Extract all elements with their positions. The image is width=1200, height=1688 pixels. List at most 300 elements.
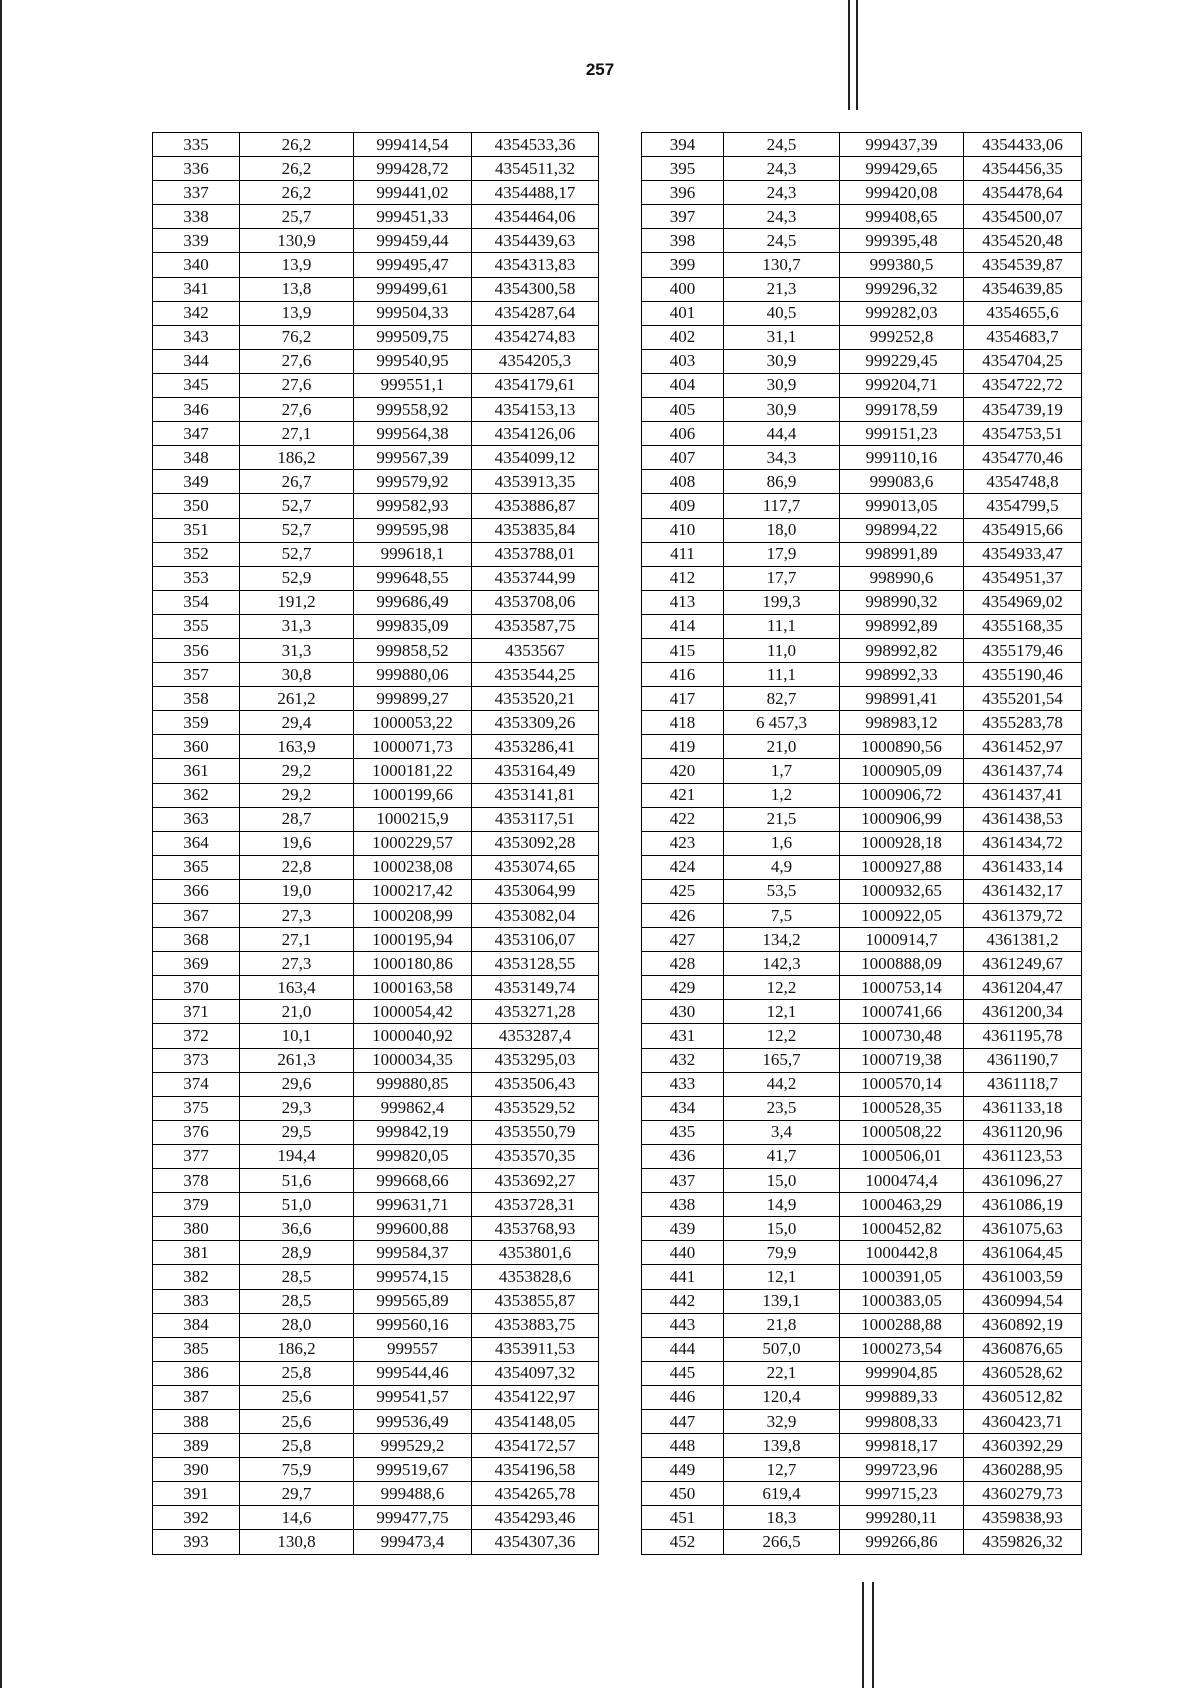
- table-row: [153, 1048, 599, 1072]
- distance-cell: 266,5: [724, 1530, 840, 1554]
- distance-cell: 27,6: [240, 373, 354, 397]
- distance-cell: 27,6: [240, 398, 354, 422]
- x-coordinate-cell: 1000273,54: [840, 1337, 964, 1361]
- distance-cell: 25,6: [240, 1385, 354, 1409]
- distance-cell: 507,0: [724, 1337, 840, 1361]
- distance-cell: 31,3: [240, 638, 354, 662]
- distance-cell: 1,6: [724, 831, 840, 855]
- x-coordinate-cell: 1000719,38: [840, 1048, 964, 1072]
- y-coordinate-cell: 4354539,87: [964, 253, 1082, 277]
- y-coordinate-cell: 4355190,46: [964, 663, 1082, 687]
- x-coordinate-cell: 999880,85: [354, 1072, 472, 1096]
- y-coordinate-cell: 4359826,32: [964, 1530, 1082, 1554]
- y-coordinate-cell: 4353141,81: [472, 783, 599, 807]
- y-coordinate-cell: 4353520,21: [472, 687, 599, 711]
- x-coordinate-cell: 999451,33: [354, 205, 472, 229]
- table-row: [153, 157, 599, 181]
- x-coordinate-cell: 999648,55: [354, 566, 472, 590]
- table-row: [642, 229, 1082, 253]
- table-row: [153, 614, 599, 638]
- x-coordinate-cell: 999488,6: [354, 1482, 472, 1506]
- y-coordinate-cell: 4353886,87: [472, 494, 599, 518]
- point-number-cell: 364: [153, 831, 240, 855]
- point-number-cell: 447: [642, 1409, 724, 1433]
- point-number-cell: 355: [153, 614, 240, 638]
- table-row: [642, 1144, 1082, 1168]
- distance-cell: 261,2: [240, 687, 354, 711]
- distance-cell: 130,8: [240, 1530, 354, 1554]
- distance-cell: 17,9: [724, 542, 840, 566]
- y-coordinate-cell: 4354500,07: [964, 205, 1082, 229]
- x-coordinate-cell: 999151,23: [840, 422, 964, 446]
- x-coordinate-cell: 999296,32: [840, 277, 964, 301]
- y-coordinate-cell: 4353708,06: [472, 590, 599, 614]
- distance-cell: 28,5: [240, 1289, 354, 1313]
- distance-cell: 19,6: [240, 831, 354, 855]
- point-number-cell: 422: [642, 807, 724, 831]
- x-coordinate-cell: 998992,89: [840, 614, 964, 638]
- x-coordinate-cell: 1000071,73: [354, 735, 472, 759]
- table-row: [153, 831, 599, 855]
- x-coordinate-cell: 999473,4: [354, 1530, 472, 1554]
- point-number-cell: 428: [642, 952, 724, 976]
- distance-cell: 13,9: [240, 301, 354, 325]
- table-row: [153, 1530, 599, 1554]
- distance-cell: 29,2: [240, 759, 354, 783]
- distance-cell: 86,9: [724, 470, 840, 494]
- table-row: [642, 759, 1082, 783]
- table-row: [153, 470, 599, 494]
- distance-cell: 29,3: [240, 1096, 354, 1120]
- table-row: [153, 181, 599, 205]
- x-coordinate-cell: 999459,44: [354, 229, 472, 253]
- point-number-cell: 432: [642, 1048, 724, 1072]
- distance-cell: 261,3: [240, 1048, 354, 1072]
- distance-cell: 12,2: [724, 1024, 840, 1048]
- table-row: [153, 1313, 599, 1337]
- y-coordinate-cell: 4353544,25: [472, 663, 599, 687]
- x-coordinate-cell: 999560,16: [354, 1313, 472, 1337]
- x-coordinate-cell: 1000229,57: [354, 831, 472, 855]
- table-row: [153, 566, 599, 590]
- table-row: [153, 1096, 599, 1120]
- y-coordinate-cell: 4354799,5: [964, 494, 1082, 518]
- distance-cell: 21,5: [724, 807, 840, 831]
- y-coordinate-cell: 4354722,72: [964, 373, 1082, 397]
- y-coordinate-cell: 4361434,72: [964, 831, 1082, 855]
- table-row: [642, 1409, 1082, 1433]
- point-number-cell: 348: [153, 446, 240, 470]
- x-coordinate-cell: 999889,33: [840, 1385, 964, 1409]
- point-number-cell: 398: [642, 229, 724, 253]
- x-coordinate-cell: 1000927,88: [840, 855, 964, 879]
- table-row: [642, 1193, 1082, 1217]
- x-coordinate-cell: 999862,4: [354, 1096, 472, 1120]
- x-coordinate-cell: 999280,11: [840, 1506, 964, 1530]
- point-number-cell: 393: [153, 1530, 240, 1554]
- table-row: [642, 807, 1082, 831]
- point-number-cell: 441: [642, 1265, 724, 1289]
- y-coordinate-cell: 4354478,64: [964, 181, 1082, 205]
- point-number-cell: 400: [642, 277, 724, 301]
- table-row: [642, 1361, 1082, 1385]
- point-number-cell: 337: [153, 181, 240, 205]
- distance-cell: 19,0: [240, 879, 354, 903]
- y-coordinate-cell: 4361437,74: [964, 759, 1082, 783]
- distance-cell: 18,0: [724, 518, 840, 542]
- x-coordinate-cell: 1000753,14: [840, 976, 964, 1000]
- point-number-cell: 382: [153, 1265, 240, 1289]
- point-number-cell: 392: [153, 1506, 240, 1530]
- x-coordinate-cell: 999835,09: [354, 614, 472, 638]
- point-number-cell: 386: [153, 1361, 240, 1385]
- table-row: [153, 759, 599, 783]
- y-coordinate-cell: 4353788,01: [472, 542, 599, 566]
- point-number-cell: 389: [153, 1434, 240, 1458]
- table-row: [153, 855, 599, 879]
- table-row: [153, 735, 599, 759]
- x-coordinate-cell: 999540,95: [354, 349, 472, 373]
- distance-cell: 7,5: [724, 904, 840, 928]
- y-coordinate-cell: 4353567: [472, 638, 599, 662]
- y-coordinate-cell: 4361437,41: [964, 783, 1082, 807]
- point-number-cell: 446: [642, 1385, 724, 1409]
- scan-edge-line: [872, 1582, 874, 1688]
- table-row: [153, 301, 599, 325]
- table-row: [642, 879, 1082, 903]
- x-coordinate-cell: 999083,6: [840, 470, 964, 494]
- point-number-cell: 403: [642, 349, 724, 373]
- x-coordinate-cell: 1000528,35: [840, 1096, 964, 1120]
- distance-cell: 51,0: [240, 1193, 354, 1217]
- point-number-cell: 451: [642, 1506, 724, 1530]
- x-coordinate-cell: 999519,67: [354, 1458, 472, 1482]
- distance-cell: 3,4: [724, 1120, 840, 1144]
- point-number-cell: 443: [642, 1313, 724, 1337]
- y-coordinate-cell: 4353309,26: [472, 711, 599, 735]
- distance-cell: 21,8: [724, 1313, 840, 1337]
- x-coordinate-cell: 1000208,99: [354, 904, 472, 928]
- table-row: [642, 566, 1082, 590]
- point-number-cell: 416: [642, 663, 724, 687]
- point-number-cell: 413: [642, 590, 724, 614]
- y-coordinate-cell: 4361064,45: [964, 1241, 1082, 1265]
- table-row: [642, 518, 1082, 542]
- y-coordinate-cell: 4354520,48: [964, 229, 1082, 253]
- distance-cell: 29,6: [240, 1072, 354, 1096]
- distance-cell: 142,3: [724, 952, 840, 976]
- distance-cell: 191,2: [240, 590, 354, 614]
- distance-cell: 30,9: [724, 398, 840, 422]
- table-row: [153, 1120, 599, 1144]
- point-number-cell: 357: [153, 663, 240, 687]
- point-number-cell: 445: [642, 1361, 724, 1385]
- distance-cell: 13,8: [240, 277, 354, 301]
- x-coordinate-cell: 999567,39: [354, 446, 472, 470]
- table-row: [153, 952, 599, 976]
- distance-cell: 24,5: [724, 229, 840, 253]
- table-row: [642, 1337, 1082, 1361]
- distance-cell: 30,9: [724, 349, 840, 373]
- x-coordinate-cell: 998992,33: [840, 663, 964, 687]
- distance-cell: 18,3: [724, 1506, 840, 1530]
- x-coordinate-cell: 999110,16: [840, 446, 964, 470]
- distance-cell: 186,2: [240, 1337, 354, 1361]
- point-number-cell: 448: [642, 1434, 724, 1458]
- distance-cell: 29,5: [240, 1120, 354, 1144]
- distance-cell: 24,5: [724, 133, 840, 157]
- point-number-cell: 362: [153, 783, 240, 807]
- scan-edge-line: [0, 0, 2, 1688]
- y-coordinate-cell: 4355201,54: [964, 687, 1082, 711]
- point-number-cell: 380: [153, 1217, 240, 1241]
- table-row: [153, 1024, 599, 1048]
- table-row: [642, 638, 1082, 662]
- y-coordinate-cell: 4360892,19: [964, 1313, 1082, 1337]
- y-coordinate-cell: 4361379,72: [964, 904, 1082, 928]
- distance-cell: 10,1: [240, 1024, 354, 1048]
- y-coordinate-cell: 4354770,46: [964, 446, 1082, 470]
- x-coordinate-cell: 999414,54: [354, 133, 472, 157]
- point-number-cell: 377: [153, 1144, 240, 1168]
- y-coordinate-cell: 4354748,8: [964, 470, 1082, 494]
- y-coordinate-cell: 4354639,85: [964, 277, 1082, 301]
- point-number-cell: 342: [153, 301, 240, 325]
- x-coordinate-cell: 998991,89: [840, 542, 964, 566]
- x-coordinate-cell: 999715,23: [840, 1482, 964, 1506]
- x-coordinate-cell: 999551,1: [354, 373, 472, 397]
- y-coordinate-cell: 4353128,55: [472, 952, 599, 976]
- x-coordinate-cell: 1000215,9: [354, 807, 472, 831]
- table-row: [642, 253, 1082, 277]
- table-row: [153, 904, 599, 928]
- table-row: [153, 1385, 599, 1409]
- x-coordinate-cell: 999686,49: [354, 590, 472, 614]
- y-coordinate-cell: 4361204,47: [964, 976, 1082, 1000]
- point-number-cell: 339: [153, 229, 240, 253]
- x-coordinate-cell: 1000195,94: [354, 928, 472, 952]
- point-number-cell: 444: [642, 1337, 724, 1361]
- x-coordinate-cell: 999899,27: [354, 687, 472, 711]
- table-row: [642, 904, 1082, 928]
- table-row: [153, 783, 599, 807]
- table-row: [153, 133, 599, 157]
- x-coordinate-cell: 1000163,58: [354, 976, 472, 1000]
- distance-cell: 163,9: [240, 735, 354, 759]
- distance-cell: 82,7: [724, 687, 840, 711]
- y-coordinate-cell: 4359838,93: [964, 1506, 1082, 1530]
- point-number-cell: 365: [153, 855, 240, 879]
- table-row: [153, 1361, 599, 1385]
- y-coordinate-cell: 4353768,93: [472, 1217, 599, 1241]
- y-coordinate-cell: 4354533,36: [472, 133, 599, 157]
- distance-cell: 117,7: [724, 494, 840, 518]
- y-coordinate-cell: 4361452,97: [964, 735, 1082, 759]
- point-number-cell: 419: [642, 735, 724, 759]
- point-number-cell: 353: [153, 566, 240, 590]
- x-coordinate-cell: 999808,33: [840, 1409, 964, 1433]
- table-row: [642, 1241, 1082, 1265]
- y-coordinate-cell: 4354439,63: [472, 229, 599, 253]
- y-coordinate-cell: 4355283,78: [964, 711, 1082, 735]
- y-coordinate-cell: 4361075,63: [964, 1217, 1082, 1241]
- table-row: [642, 446, 1082, 470]
- y-coordinate-cell: 4361003,59: [964, 1265, 1082, 1289]
- table-row: [153, 879, 599, 903]
- table-row: [642, 663, 1082, 687]
- y-coordinate-cell: 4353074,65: [472, 855, 599, 879]
- distance-cell: 26,2: [240, 133, 354, 157]
- y-coordinate-cell: 4354951,37: [964, 566, 1082, 590]
- y-coordinate-cell: 4361249,67: [964, 952, 1082, 976]
- y-coordinate-cell: 4353286,41: [472, 735, 599, 759]
- distance-cell: 21,0: [724, 735, 840, 759]
- point-number-cell: 434: [642, 1096, 724, 1120]
- x-coordinate-cell: 1000730,48: [840, 1024, 964, 1048]
- x-coordinate-cell: 999429,65: [840, 157, 964, 181]
- y-coordinate-cell: 4354172,57: [472, 1434, 599, 1458]
- table-row: [642, 1530, 1082, 1554]
- x-coordinate-cell: 1000034,35: [354, 1048, 472, 1072]
- x-coordinate-cell: 999842,19: [354, 1120, 472, 1144]
- point-number-cell: 450: [642, 1482, 724, 1506]
- table-row: [642, 301, 1082, 325]
- distance-cell: 11,1: [724, 614, 840, 638]
- x-coordinate-cell: 1000040,92: [354, 1024, 472, 1048]
- x-coordinate-cell: 999579,92: [354, 470, 472, 494]
- point-number-cell: 350: [153, 494, 240, 518]
- table-row: [153, 638, 599, 662]
- distance-cell: 28,5: [240, 1265, 354, 1289]
- y-coordinate-cell: 4354704,25: [964, 349, 1082, 373]
- x-coordinate-cell: 999631,71: [354, 1193, 472, 1217]
- x-coordinate-cell: 1000383,05: [840, 1289, 964, 1313]
- distance-cell: 6 457,3: [724, 711, 840, 735]
- point-number-cell: 431: [642, 1024, 724, 1048]
- y-coordinate-cell: 4353106,07: [472, 928, 599, 952]
- point-number-cell: 426: [642, 904, 724, 928]
- distance-cell: 27,6: [240, 349, 354, 373]
- x-coordinate-cell: 999536,49: [354, 1409, 472, 1433]
- table-row: [153, 1409, 599, 1433]
- x-coordinate-cell: 999558,92: [354, 398, 472, 422]
- x-coordinate-cell: 1000288,88: [840, 1313, 964, 1337]
- table-row: [642, 614, 1082, 638]
- distance-cell: 199,3: [724, 590, 840, 614]
- distance-cell: 51,6: [240, 1169, 354, 1193]
- table-row: [153, 446, 599, 470]
- x-coordinate-cell: 1000905,09: [840, 759, 964, 783]
- point-number-cell: 424: [642, 855, 724, 879]
- table-row: [642, 542, 1082, 566]
- y-coordinate-cell: 4360876,65: [964, 1337, 1082, 1361]
- point-number-cell: 344: [153, 349, 240, 373]
- distance-cell: 12,7: [724, 1458, 840, 1482]
- point-number-cell: 438: [642, 1193, 724, 1217]
- y-coordinate-cell: 4353271,28: [472, 1000, 599, 1024]
- y-coordinate-cell: 4354683,7: [964, 325, 1082, 349]
- table-row: [642, 928, 1082, 952]
- x-coordinate-cell: 1000888,09: [840, 952, 964, 976]
- table-row: [642, 157, 1082, 181]
- point-number-cell: 408: [642, 470, 724, 494]
- y-coordinate-cell: 4354433,06: [964, 133, 1082, 157]
- table-row: [153, 277, 599, 301]
- distance-cell: 36,6: [240, 1217, 354, 1241]
- table-row: [642, 976, 1082, 1000]
- y-coordinate-cell: 4361133,18: [964, 1096, 1082, 1120]
- x-coordinate-cell: 999880,06: [354, 663, 472, 687]
- distance-cell: 24,3: [724, 181, 840, 205]
- point-number-cell: 430: [642, 1000, 724, 1024]
- distance-cell: 120,4: [724, 1385, 840, 1409]
- x-coordinate-cell: 999529,2: [354, 1434, 472, 1458]
- point-number-cell: 356: [153, 638, 240, 662]
- y-coordinate-cell: 4354153,13: [472, 398, 599, 422]
- y-coordinate-cell: 4354099,12: [472, 446, 599, 470]
- y-coordinate-cell: 4353913,35: [472, 470, 599, 494]
- y-coordinate-cell: 4354739,19: [964, 398, 1082, 422]
- table-row: [642, 1313, 1082, 1337]
- y-coordinate-cell: 4354097,32: [472, 1361, 599, 1385]
- table-row: [642, 1072, 1082, 1096]
- table-row: [153, 1000, 599, 1024]
- table-row: [153, 1482, 599, 1506]
- table-row: [642, 1217, 1082, 1241]
- point-number-cell: 418: [642, 711, 724, 735]
- y-coordinate-cell: 4354265,78: [472, 1482, 599, 1506]
- distance-cell: 76,2: [240, 325, 354, 349]
- x-coordinate-cell: 999668,66: [354, 1169, 472, 1193]
- table-row: [153, 205, 599, 229]
- table-row: [642, 1169, 1082, 1193]
- y-coordinate-cell: 4353728,31: [472, 1193, 599, 1217]
- y-coordinate-cell: 4354488,17: [472, 181, 599, 205]
- distance-cell: 27,3: [240, 904, 354, 928]
- distance-cell: 27,1: [240, 422, 354, 446]
- x-coordinate-cell: 999723,96: [840, 1458, 964, 1482]
- y-coordinate-cell: 4353117,51: [472, 807, 599, 831]
- table-row: [153, 325, 599, 349]
- distance-cell: 619,4: [724, 1482, 840, 1506]
- distance-cell: 139,8: [724, 1434, 840, 1458]
- y-coordinate-cell: 4353287,4: [472, 1024, 599, 1048]
- point-number-cell: 335: [153, 133, 240, 157]
- point-number-cell: 396: [642, 181, 724, 205]
- table-row: [153, 1072, 599, 1096]
- y-coordinate-cell: 4354287,64: [472, 301, 599, 325]
- table-row: [642, 687, 1082, 711]
- y-coordinate-cell: 4353855,87: [472, 1289, 599, 1313]
- table-row: [153, 542, 599, 566]
- distance-cell: 34,3: [724, 446, 840, 470]
- y-coordinate-cell: 4353587,75: [472, 614, 599, 638]
- point-number-cell: 367: [153, 904, 240, 928]
- distance-cell: 130,9: [240, 229, 354, 253]
- distance-cell: 23,5: [724, 1096, 840, 1120]
- point-number-cell: 376: [153, 1120, 240, 1144]
- x-coordinate-cell: 999252,8: [840, 325, 964, 349]
- distance-cell: 15,0: [724, 1169, 840, 1193]
- point-number-cell: 414: [642, 614, 724, 638]
- scan-edge-line: [848, 0, 850, 110]
- table-row: [153, 807, 599, 831]
- table-row: [153, 1434, 599, 1458]
- y-coordinate-cell: 4354655,6: [964, 301, 1082, 325]
- distance-cell: 29,7: [240, 1482, 354, 1506]
- distance-cell: 52,7: [240, 542, 354, 566]
- point-number-cell: 378: [153, 1169, 240, 1193]
